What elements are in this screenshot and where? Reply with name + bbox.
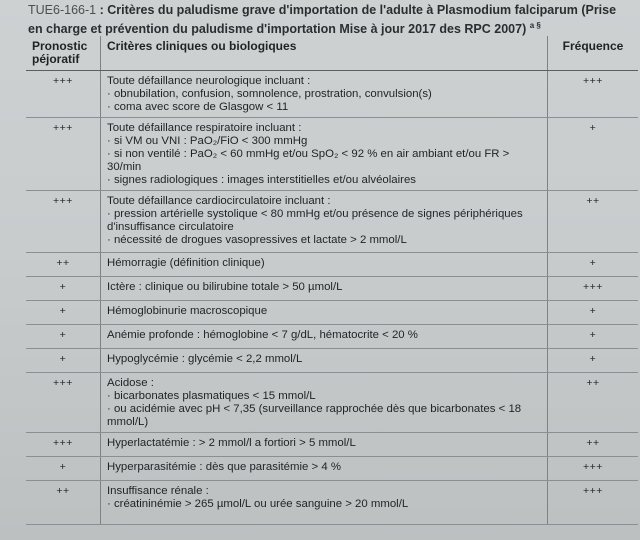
- criteria-cell: [101, 253, 548, 277]
- table-row: [26, 71, 638, 118]
- criteria-line: Insuffisance rénale :: [107, 485, 209, 497]
- table-row: [26, 481, 638, 525]
- criteria-cell: [101, 373, 548, 433]
- criteria-line: · nécessité de drogues vasopressives et lactate > 2 mmol/L: [107, 234, 407, 246]
- criteria-line: Hémorragie (définition clinique): [107, 257, 265, 269]
- criteria-line: Ictère : clinique ou bilirubine totale > 50 µmol/L: [107, 281, 343, 293]
- prognostic-cell: +: [26, 457, 101, 481]
- prognostic-cell: +++: [26, 191, 101, 253]
- criteria-cell: [101, 433, 548, 457]
- criteria-cell: [101, 191, 548, 253]
- criteria-line: Acidose :: [107, 377, 154, 389]
- table-row: [26, 301, 638, 325]
- criteria-cell: [101, 349, 548, 373]
- prognostic-cell: +: [26, 301, 101, 325]
- frequency-cell: +++: [548, 457, 639, 481]
- header-frequency: Fréquence: [548, 36, 639, 71]
- prognostic-cell: +: [26, 277, 101, 301]
- frequency-cell: +++: [548, 277, 639, 301]
- prognostic-cell: ++: [26, 253, 101, 277]
- table-row: [26, 118, 638, 191]
- table-reference: TUE6-166-1: [28, 3, 97, 17]
- criteria-line: Toute défaillance neurologique incluant :: [107, 75, 311, 87]
- frequency-cell: +: [548, 325, 639, 349]
- frequency-cell: +: [548, 301, 639, 325]
- criteria-line: · pression artérielle systolique < 80 mmHg et/ou présence de signes périphériques: [107, 208, 523, 220]
- header-criteria: Critères cliniques ou biologiques: [101, 36, 548, 71]
- criteria-line: Hyperlactatémie : > 2 mmol/l a fortiori > 5 mmol/L: [107, 437, 356, 449]
- frequency-cell: +: [548, 349, 639, 373]
- criteria-cell: [101, 277, 548, 301]
- prognostic-cell: +: [26, 325, 101, 349]
- frequency-cell: ++: [548, 191, 639, 253]
- prognostic-cell: ++: [26, 481, 101, 525]
- header-prognostic: Pronostic péjoratif: [26, 36, 101, 71]
- criteria-cell: [101, 118, 548, 191]
- criteria-line: Hémoglobinurie macroscopique: [107, 305, 268, 317]
- frequency-cell: ++: [548, 373, 639, 433]
- criteria-line: · si VM ou VNI : PaO₂/FiO < 300 mmHg: [107, 135, 308, 147]
- criteria-line: · si non ventilé : PaO₂ < 60 mmHg et/ou SpO₂ < 92 % en air ambiant et/ou FR > 30/min: [107, 148, 510, 173]
- caption-text: : Critères du paludisme grave d'importation de l'adulte à Plasmodium falciparum (Prise en charge et prévention du paludisme d'importation Mise à jour 2017 des RPC 2007): [28, 3, 617, 37]
- prognostic-cell: +: [26, 349, 101, 373]
- criteria-line: · créatininémie > 265 µmol/L ou urée sanguine > 20 mmol/L: [107, 498, 409, 510]
- criteria-line: d'insuffisance circulatoire: [107, 221, 234, 233]
- frequency-cell: +++: [548, 481, 639, 525]
- criteria-line: Toute défaillance respiratoire incluant :: [107, 122, 302, 134]
- prognostic-cell: +++: [26, 118, 101, 191]
- table-body: [26, 71, 638, 525]
- table-row: [26, 457, 638, 481]
- criteria-line: · signes radiologiques : images interstitielles et/ou alvéolaires: [107, 174, 416, 186]
- criteria-cell: [101, 71, 548, 118]
- criteria-line: Hyperparasitémie : dès que parasitémie > 4 %: [107, 461, 341, 473]
- prognostic-cell: +++: [26, 373, 101, 433]
- criteria-cell: [101, 457, 548, 481]
- table-row: [26, 277, 638, 301]
- table-row: [26, 349, 638, 373]
- table-caption: [28, 2, 628, 37]
- criteria-line: Toute défaillance cardiocirculatoire incluant :: [107, 195, 331, 207]
- malaria-criteria-table: [26, 36, 638, 525]
- frequency-cell: +: [548, 118, 639, 191]
- table-row: [26, 325, 638, 349]
- criteria-line: · ou acidémie avec pH < 7,35 (surveillance rapprochée dès que bicarbonates < 18 mmol/L): [107, 403, 522, 428]
- criteria-line: · coma avec score de Glasgow < 11: [107, 101, 289, 113]
- criteria-line: · bicarbonates plasmatiques < 15 mmol/L: [107, 390, 316, 402]
- prognostic-cell: +++: [26, 433, 101, 457]
- criteria-cell: [101, 325, 548, 349]
- criteria-cell: [101, 301, 548, 325]
- criteria-line: Anémie profonde : hémoglobine < 7 g/dL, hématocrite < 20 %: [107, 329, 418, 341]
- table-row: [26, 253, 638, 277]
- table-row: [26, 373, 638, 433]
- criteria-line: · obnubilation, confusion, somnolence, prostration, convulsion(s): [107, 88, 432, 100]
- frequency-cell: +++: [548, 71, 639, 118]
- table-row: [26, 191, 638, 253]
- prognostic-cell: +++: [26, 71, 101, 118]
- frequency-cell: +: [548, 253, 639, 277]
- criteria-cell: [101, 481, 548, 525]
- caption-footnote-marks: a §: [529, 21, 541, 30]
- table-row: [26, 433, 638, 457]
- frequency-cell: ++: [548, 433, 639, 457]
- criteria-line: Hypoglycémie : glycémie < 2,2 mmol/L: [107, 353, 303, 365]
- table-header-row: [26, 36, 638, 71]
